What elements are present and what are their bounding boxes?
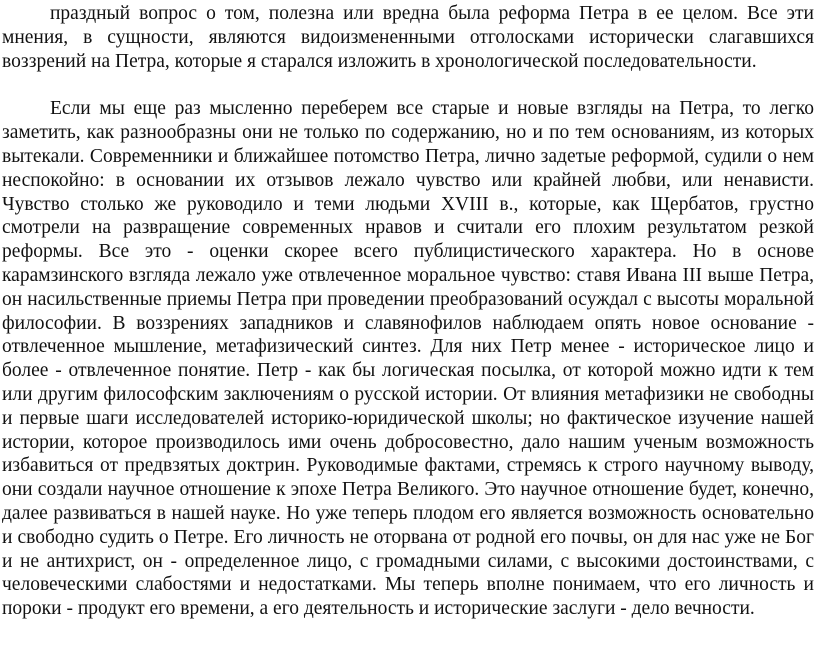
paragraph-1: праздный вопрос о том, полезна или вредна была реформа Петра в ее целом. Все эти мнения, в сущности, являются видоизмененными отголосками исторически слагавшихся воззрений на Петра, которые я старался изложить в хронологической последовательности. bbox=[2, 3, 814, 72]
paragraph-2: Если мы еще раз мысленно переберем все старые и новые взгляды на Петра, то легко заметить, как разнообразны они не только по содержанию, но и по тем основаниям, из которых вытекали. Современники и ближайшее потомство Петра, лично задетые реформой, судили о нем неспокойно: в основании их отзывов лежало чувство или крайней любви, или ненависти. Чувство столько же руководило и теми людьми XVIII в., которые, как Щербатов, грустно смотрели на развращение современных нравов и считали его плохим результатом резкой реформы. Все это - оценки скорее всего публицистического характера. Но в основе карамзинского взгляда лежало уже отвлеченное моральное чувство: ставя Ивана III выше Петра, он насильственные приемы Петра при проведении преобразований осуждал с высоты моральной философии. В воззрениях западников и славянофилов наблюдаем опять новое основание - отвлеченное мышление, метафизический синтез. Для них Петр менее - историческое лицо и более - отвлеченное понятие. Петр - как бы логическая посылка, от которой можно идти к тем или другим философским заключениям о русской истории. От влияния метафизики не свободны и первые шаги исследователей историко-юридической школы; но фактическое изучение нашей истории, которое производилось ими очень добросовестно, дало нашим ученым возможность избавиться от предвзятых доктрин. Руководимые фактами, стремясь к строго научному выводу, они создали научное отношение к эпохе Петра Великого. Это научное отношение будет, конечно, далее развиваться в нашей науке. Но уже теперь плодом его является возможность основательно и свободно судить о Петре. Его личность не оторвана от родной его почвы, он для нас уже не Бог и не антихрист, он - определенное лицо, с громадными силами, с высокими достоинствами, с человеческими слабостями и недостатками. Мы теперь вполне понимаем, что его личность и пороки - продукт его времени, а его деятельность и исторические заслуги - дело вечности. bbox=[2, 98, 814, 620]
